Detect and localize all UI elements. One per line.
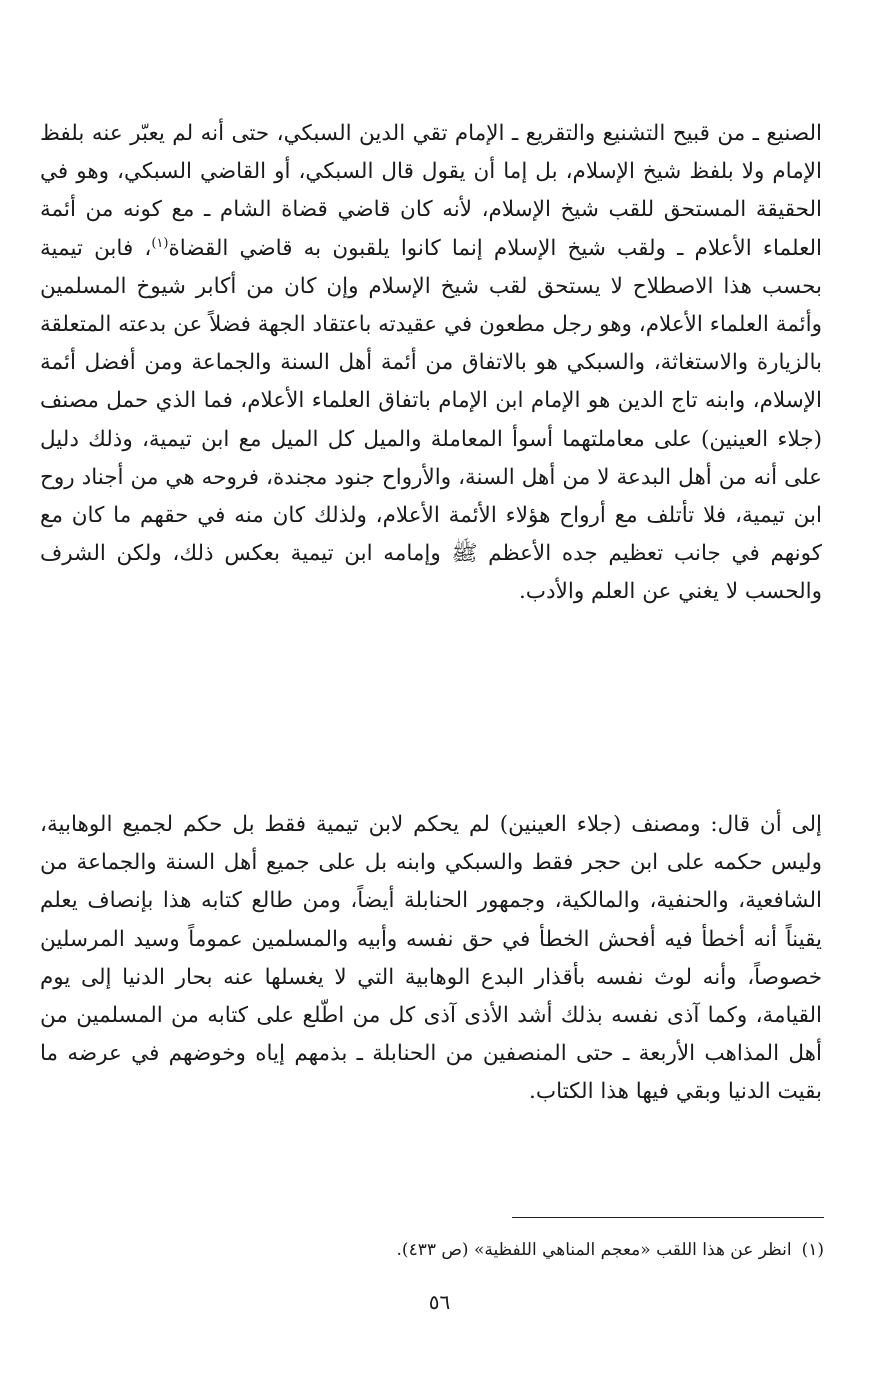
page-number: ٥٦ <box>428 1290 451 1314</box>
paragraph-1-text-before-note: الصنيع ـ من قبيح التشنيع والتقريع ـ الإمام تقي الدين السبكي، حتى أنه لم يعبّر عنه بلفظ الإمام ولا بلفظ شيخ الإسلام، بل إما أن يقول قال السبكي، أو القاضي السبكي، وهو في الحقيقة المستحق للقب شيخ الإسلام، لأنه كان قاضي قضاة الشام ـ مع كونه من أئمة العلماء الأعلام ـ ولقب شيخ الإسلام إنما كانوا يلقبون به قاضي القضاة <box>40 121 823 261</box>
footnote-text: انظر عن هذا اللقب «معجم المناهي اللفظية» (ص ٤٣٣). <box>396 1240 792 1260</box>
footnote-separator <box>512 1217 824 1218</box>
paragraph-2 <box>40 806 822 1112</box>
footnote-marker: (١) <box>151 235 169 251</box>
footnote-number: (١) <box>801 1240 824 1260</box>
paragraph-2-text: إلى أن قال: ومصنف (جلاء العينين) لم يحكم لابن تيمية فقط بل حكم لجميع الوهابية، وليس حكمه على ابن حجر فقط والسبكي وابنه بل على جميع أهل السنة والجماعة من الشافعية، والحنفية، والمالكية، وجمهور الحنابلة أيضاً، ومن طالع كتابه هذا بإنصاف يعلم يقيناً أنه أخطأ فيه أفحش الخطأ في حق نفسه وأبيه والمسلمين عموماً وسيد المرسلين خصوصاً، وأنه لوث نفسه بأقذار البدع الوهابية التي لا يغسلها عنه بحار الدنيا إلى يوم القيامة، وكما آذى نفسه بذلك أشد الأذى آذى كل من اطّلع على كتابه من المسلمين من أهل المذاهب الأربعة ـ حتى المنصفين من الحنابلة ـ بذمهم إياه وخوضهم في عرضه ما بقيت الدنيا وبقي فيها هذا الكتاب. <box>40 812 822 1105</box>
paragraph-1-text-after-note: ، فابن تيمية بحسب هذا الاصطلاح لا يستحق لقب شيخ الإسلام وإن كان من أكابر شيوخ المسلمين وأئمة العلماء الأعلام، وهو رجل مطعون في عقيدته باعتقاد الجهة فضلاً عن بدعته المتعلقة بالزيارة والاستغاثة، والسبكي هو بالاتفاق من أئمة أهل السنة والجماعة ومن أفضل أئمة الإسلام، وابنه تاج الدين هو الإمام ابن الإمام باتفاق العلماء الأعلام، فما الذي حمل مصنف (جلاء العينين) على معاملتهما أسوأ المعاملة والميل كل الميل مع ابن تيمية، وذلك دليل على أنه من أهل البدعة لا من أهل السنة، والأرواح جنود مجندة، فروحه هي من أجناد روح ابن تيمية، فلا تأتلف مع أرواح هؤلاء الأئمة الأعلام، ولذلك كان منه في حقهم ما كان مع كونهم في جانب تعظيم جده الأعظم ﷺ وإمامه ابن تيمية بعكس ذلك، ولكن الشرف والحسب لا يغني عن العلم والأدب. <box>40 235 822 605</box>
footnote <box>300 1236 824 1264</box>
paragraph-1 <box>40 115 822 612</box>
